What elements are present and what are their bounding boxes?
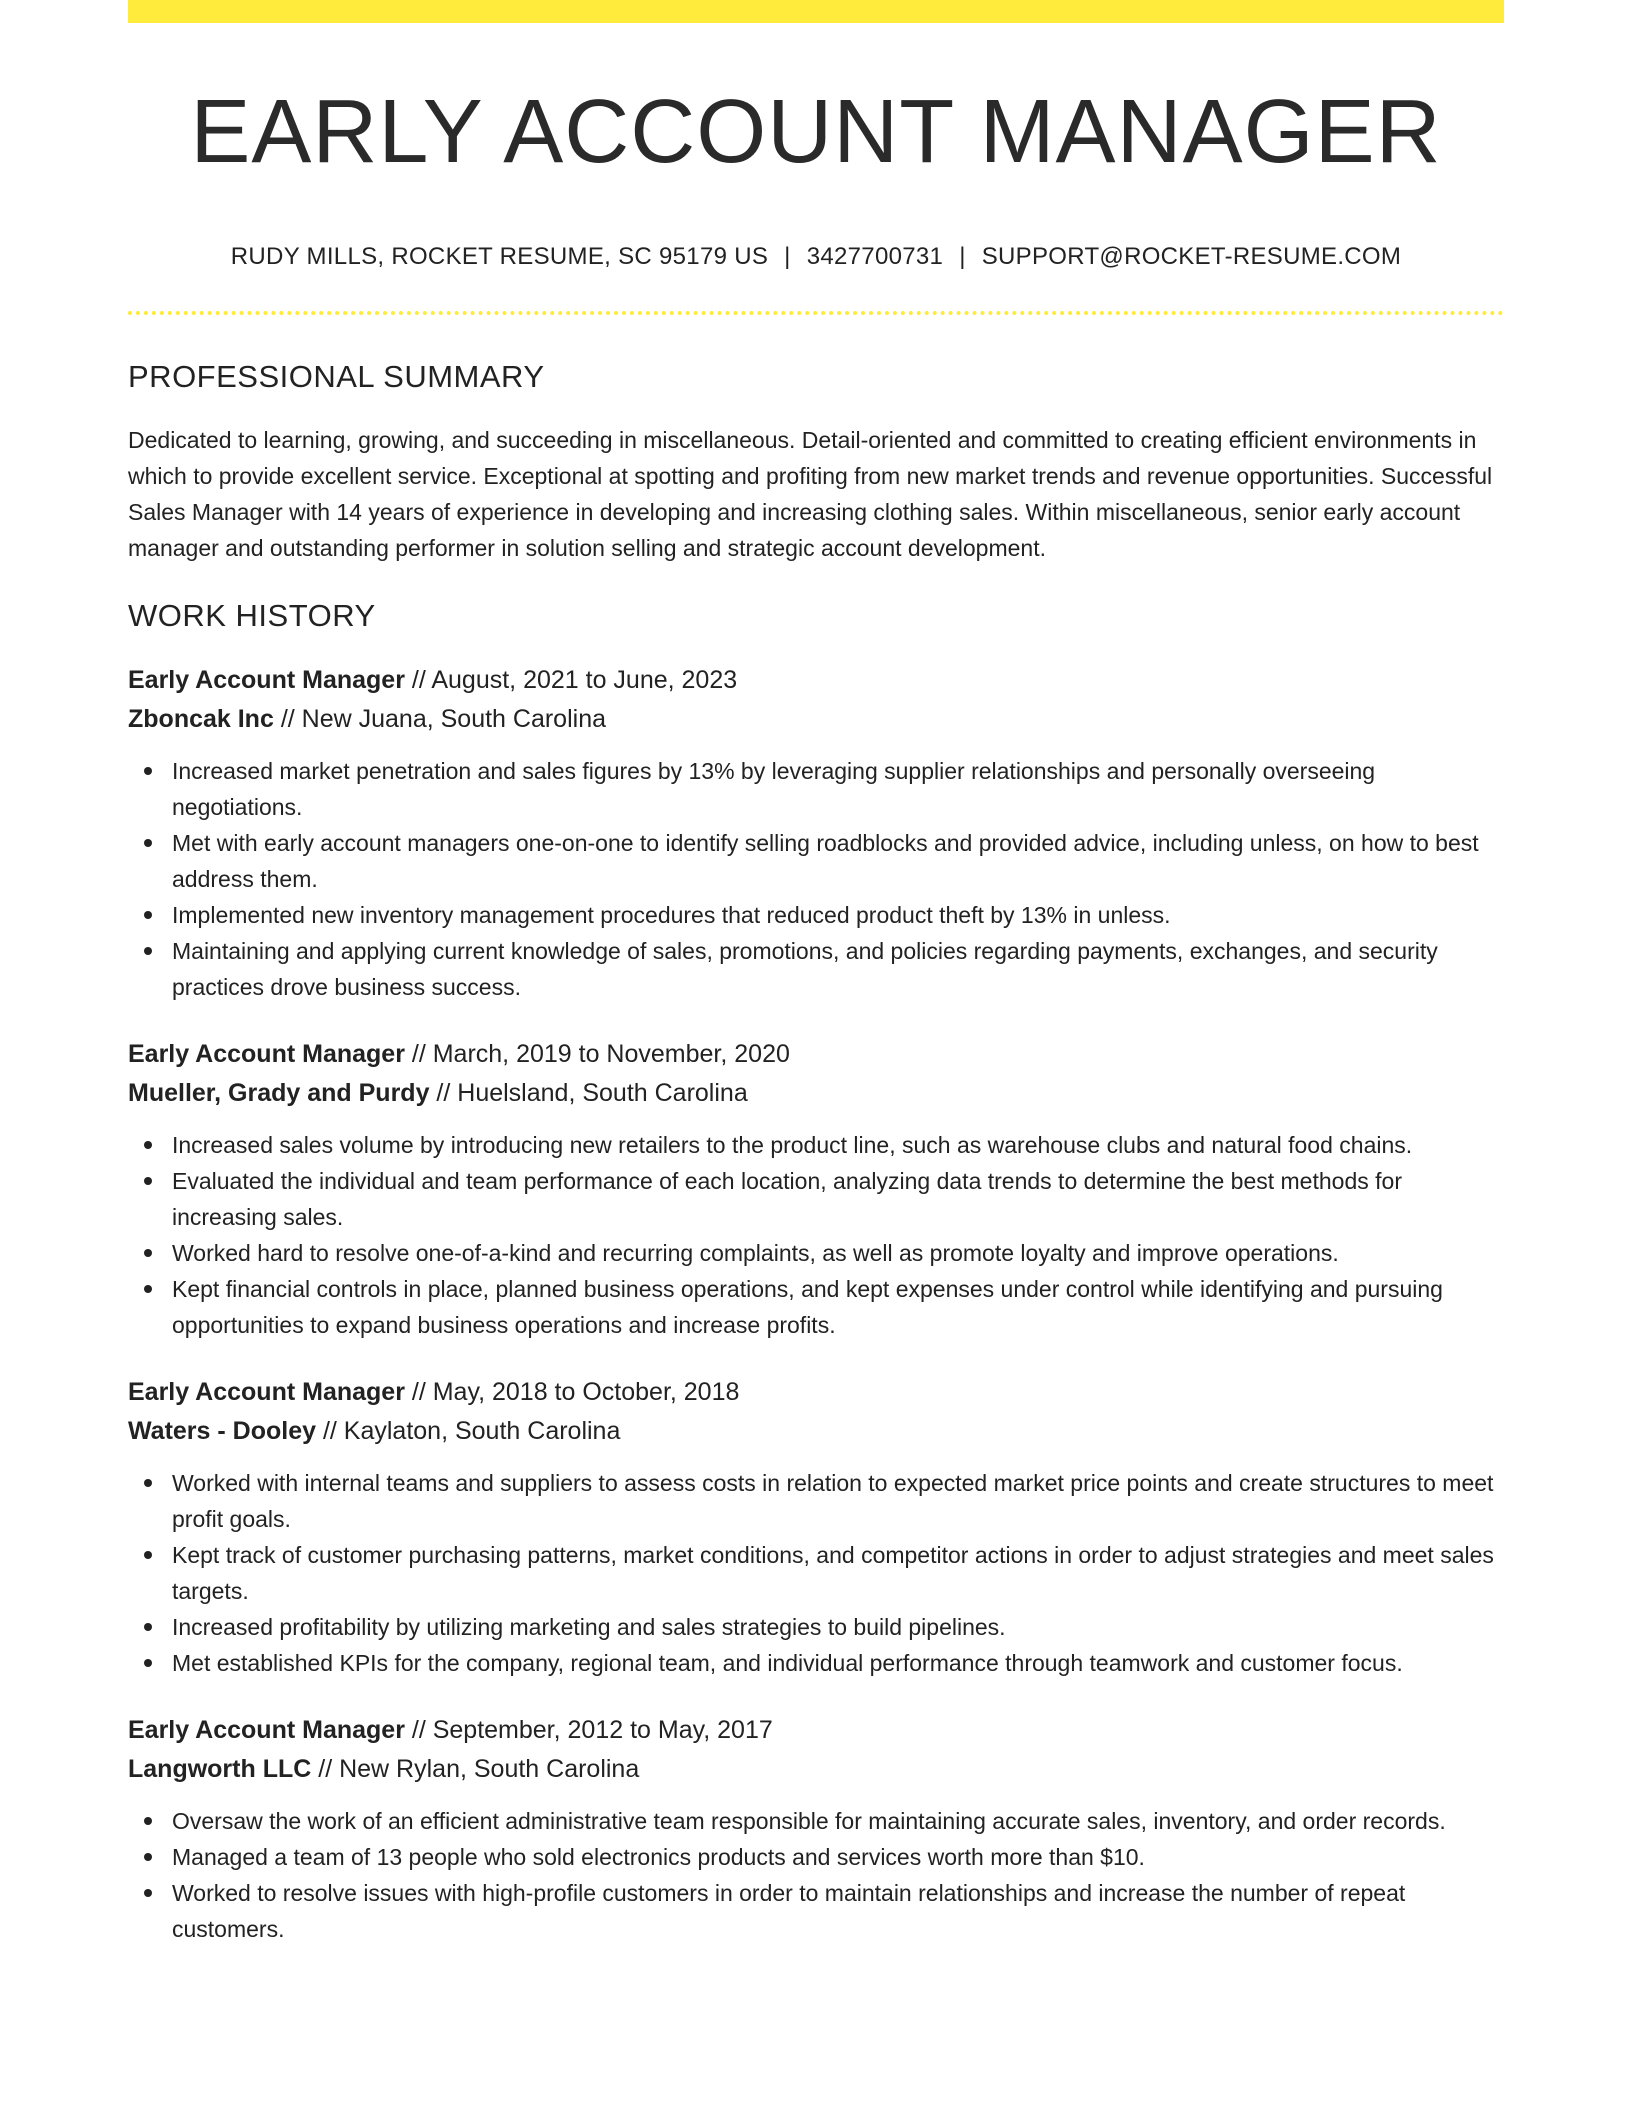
- bullet-icon: [144, 1141, 152, 1149]
- bullet-icon: [144, 1853, 152, 1861]
- job-location: // New Rylan, South Carolina: [311, 1755, 640, 1783]
- bullet-icon: [144, 767, 152, 775]
- resume-page: [128, 0, 1504, 1947]
- job-role-line: [128, 1373, 1504, 1412]
- job-company: Zboncak Inc: [128, 705, 274, 733]
- bullet-icon: [144, 947, 152, 955]
- duty-item: Increased market penetration and sales figures by 13% by leveraging supplier relationships and personally overseeing negotiations.: [172, 753, 1504, 825]
- bullet-icon: [144, 839, 152, 847]
- duty-item: Worked to resolve issues with high-profile customers in order to maintain relationships and increase the number of repeat customers.: [172, 1875, 1504, 1947]
- job-dates: // May, 2018 to October, 2018: [404, 1378, 740, 1406]
- job-dates: // August, 2021 to June, 2023: [404, 666, 738, 694]
- job-duties: [128, 1465, 1504, 1681]
- job-role-line: [128, 661, 1504, 700]
- resume-title: EARLY ACCOUNT MANAGER: [190, 82, 1442, 182]
- duty-item: Kept track of customer purchasing patterns, market conditions, and competitor actions in order to adjust strategies and meet sales targets.: [172, 1537, 1504, 1609]
- dotted-divider: [128, 311, 1504, 315]
- duty-item: Kept financial controls in place, planned business operations, and kept expenses under control while identifying and pursuing opportunities to expand business operations and increase profits.: [172, 1271, 1504, 1343]
- job-location: // Huelsland, South Carolina: [429, 1079, 748, 1107]
- job-role-line: [128, 1711, 1504, 1750]
- work-history-heading: WORK HISTORY: [128, 598, 376, 633]
- contact-separator: |: [959, 243, 966, 270]
- bullet-icon: [144, 1479, 152, 1487]
- job-entry: [128, 1373, 1504, 1681]
- bullet-icon: [144, 1623, 152, 1631]
- job-role-line: [128, 1035, 1504, 1074]
- job-company-line: [128, 1412, 1504, 1451]
- job-company-line: [128, 1074, 1504, 1113]
- work-history-list: [128, 661, 1504, 1947]
- bullet-icon: [144, 1659, 152, 1667]
- job-entry: [128, 1035, 1504, 1343]
- duty-item: Worked hard to resolve one-of-a-kind and recurring complaints, as well as promote loyalty and improve operations.: [172, 1235, 1504, 1271]
- job-duties: [128, 1127, 1504, 1343]
- job-company: Waters - Dooley: [128, 1417, 317, 1445]
- bullet-icon: [144, 911, 152, 919]
- contact-phone: 3427700731: [806, 243, 944, 270]
- contact-address: RUDY MILLS, ROCKET RESUME, SC 95179 US: [230, 243, 769, 270]
- duty-item: Increased profitability by utilizing marketing and sales strategies to build pipelines.: [172, 1609, 1504, 1645]
- job-entry: [128, 1711, 1504, 1947]
- job-location: // New Juana, South Carolina: [273, 705, 607, 733]
- duty-item: Evaluated the individual and team performance of each location, analyzing data trends to determine the best methods for increasing sales.: [172, 1163, 1504, 1235]
- job-entry: [128, 661, 1504, 1005]
- duty-item: Worked with internal teams and suppliers to assess costs in relation to expected market price points and create structures to meet profit goals.: [172, 1465, 1504, 1537]
- duty-item: Increased sales volume by introducing new retailers to the product line, such as warehouse clubs and natural food chains.: [172, 1127, 1504, 1163]
- bullet-icon: [144, 1551, 152, 1559]
- bullet-icon: [144, 1817, 152, 1825]
- job-dates: // September, 2012 to May, 2017: [404, 1716, 773, 1744]
- job-duties: [128, 753, 1504, 1005]
- job-company-line: [128, 1750, 1504, 1789]
- accent-top-bar: [128, 0, 1504, 23]
- job-role: Early Account Manager: [128, 666, 405, 694]
- bullet-icon: [144, 1285, 152, 1293]
- bullet-icon: [144, 1249, 152, 1257]
- duty-item: Implemented new inventory management procedures that reduced product theft by 13% in unless.: [172, 897, 1504, 933]
- job-company-line: [128, 700, 1504, 739]
- job-dates: // March, 2019 to November, 2020: [404, 1040, 790, 1068]
- job-role: Early Account Manager: [128, 1716, 405, 1744]
- duty-item: Met with early account managers one-on-one to identify selling roadblocks and provided advice, including unless, on how to best address them.: [172, 825, 1504, 897]
- bullet-icon: [144, 1889, 152, 1897]
- duty-item: Managed a team of 13 people who sold electronics products and services worth more than $10.: [172, 1839, 1504, 1875]
- contact-separator: |: [784, 243, 791, 270]
- bullet-icon: [144, 1177, 152, 1185]
- summary-text: Dedicated to learning, growing, and succeeding in miscellaneous. Detail-oriented and committed to creating efficient environments in which to provide excellent service. Exceptional at spotting and profiting from new market trends and revenue opportunities. Successful Sales Manager with 14 years of experience in developing and increasing clothing sales. Within miscellaneous, senior early account manager and outstanding performer in solution selling and strategic account development.: [128, 427, 1493, 561]
- summary-heading: PROFESSIONAL SUMMARY: [128, 359, 545, 394]
- contact-line: [128, 243, 1504, 271]
- job-role: Early Account Manager: [128, 1040, 405, 1068]
- duty-item: Maintaining and applying current knowledge of sales, promotions, and policies regarding payments, exchanges, and security practices drove business success.: [172, 933, 1504, 1005]
- duty-item: Met established KPIs for the company, regional team, and individual performance through teamwork and customer focus.: [172, 1645, 1504, 1681]
- contact-email: SUPPORT@ROCKET-RESUME.COM: [981, 243, 1402, 270]
- job-company: Langworth LLC: [128, 1755, 312, 1783]
- duty-item: Oversaw the work of an efficient administrative team responsible for maintaining accurate sales, inventory, and order records.: [172, 1803, 1504, 1839]
- job-location: // Kaylaton, South Carolina: [316, 1417, 621, 1445]
- job-role: Early Account Manager: [128, 1378, 405, 1406]
- job-duties: [128, 1803, 1504, 1947]
- job-company: Mueller, Grady and Purdy: [128, 1079, 430, 1107]
